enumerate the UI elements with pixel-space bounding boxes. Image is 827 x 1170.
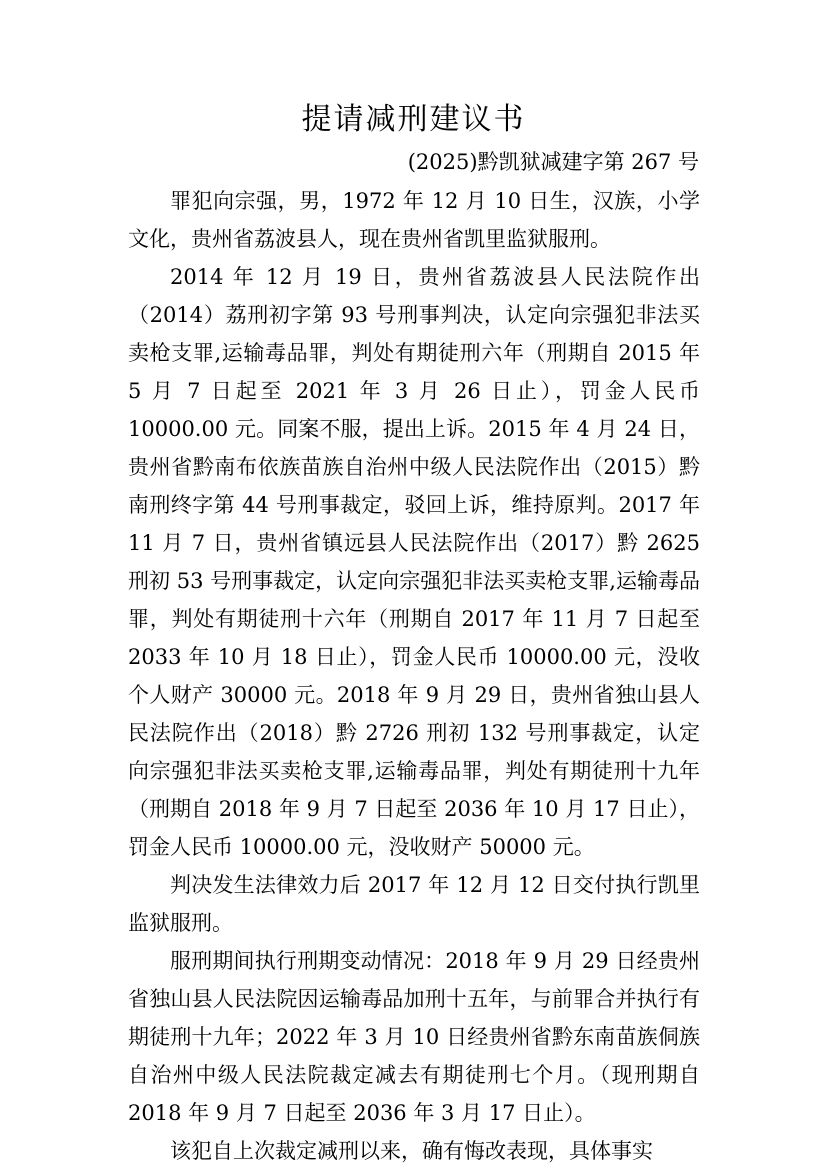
paragraph-remorse: 该犯自上次裁定减刑以来，确有悔改表现，具体事实 [170, 1139, 653, 1163]
document-number: (2025)黔凯狱减建字第 267 号 [407, 150, 699, 174]
document-body [128, 182, 700, 1170]
paragraph-criminal-info: 罪犯向宗强，男，1972 年 12 月 10 日生，汉族，小学文化，贵州省荔波县人，现在贵州省凯里监狱服刑。 [128, 189, 700, 251]
document-title: 提请减刑建议书 [301, 102, 526, 137]
paragraph-term-changes: 服刑期间执行刑期变动情况：2018 年 9 月 29 日经贵州省独山县人民法院因运输毒品加刑十五年，与前罪合并执行有期徒刑十九年；2022 年 3 月 10 日经贵州省黔东南苗族侗族自治州中级人民法院裁定减去有期徒刑七个月。（现刑期自 2018 年 9 月 7 日起至 2036 年 3 月 17 日止）。 [128, 949, 700, 1125]
paragraph-delivery: 判决发生法律效力后 2017 年 12 月 12 日交付执行凯里监狱服刑。 [128, 873, 700, 935]
paragraph-sentencing-history: 2014 年 12 月 19 日，贵州省荔波县人民法院作出（2014）荔刑初字第 93 号刑事判决，认定向宗强犯非法买卖枪支罪,运输毒品罪，判处有期徒刑六年（刑期自 2015 年 5 月 7 日起至 2021 年 3 月 26 日止），罚金人民币 10000.00 元。同案不服，提出上诉。2015 年 4 月 24 日，贵州省黔南布依族苗族自治州中级人民法院作出（2015）黔南刑终字第 44 号刑事裁定，驳回上诉，维持原判。2017 年 11 月 7 日，贵州省镇远县人民法院作出（2017）黔 2625 刑初 53 号刑事裁定，认定向宗强犯非法买卖枪支罪,运输毒品罪，判处有期徒刑十六年（刑期自 2017 年 11 月 7 日起至 2033 年 10 月 18 日止），罚金人民币 10000.00 元，没收个人财产 30000 元。2018 年 9 月 29 日，贵州省独山县人民法院作出（2018）黔 2726 刑初 132 号刑事裁定，认定向宗强犯非法买卖枪支罪,运输毒品罪，判处有期徒刑十九年（刑期自 2018 年 9 月 7 日起至 2036 年 10 月 17 日止），罚金人民币 10000.00 元，没收财产 50000 元。 [128, 265, 700, 859]
